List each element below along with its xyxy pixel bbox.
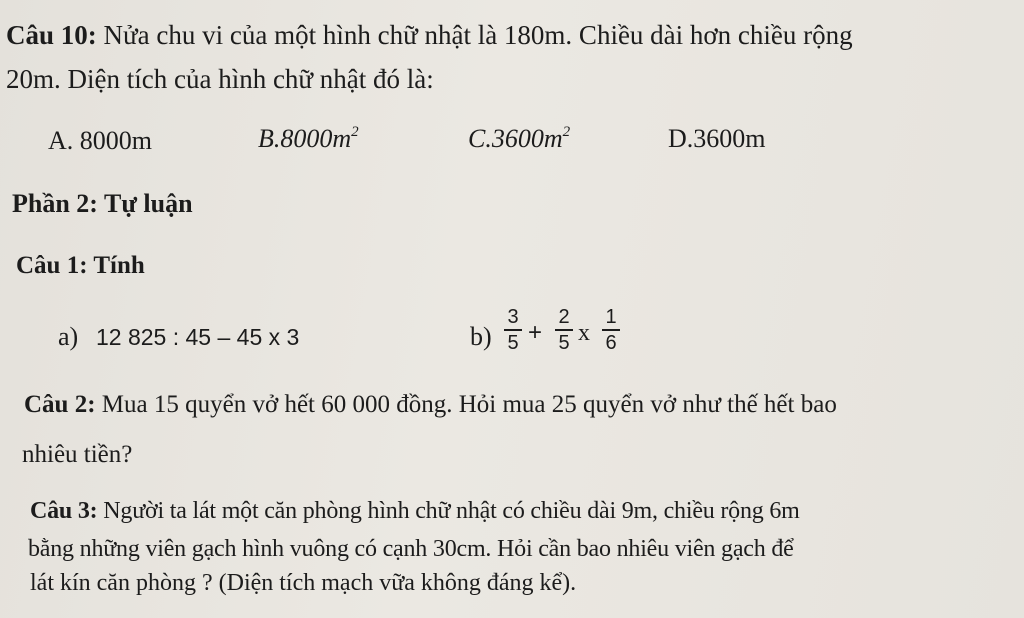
option-d: D.3600m (668, 124, 766, 153)
fraction-2-numerator: 2 (558, 306, 570, 328)
part-a-label: a) (58, 322, 79, 351)
option-a: A. 8000m (48, 126, 152, 155)
question-2-line-1 (24, 390, 837, 420)
fraction-3-numerator: 1 (605, 306, 617, 328)
option-b (258, 124, 359, 154)
part-2-title: Phần 2: Tự luận (12, 189, 193, 218)
fraction-2-bar (555, 329, 573, 331)
fraction-3 (600, 306, 622, 354)
fraction-1 (502, 306, 524, 354)
question-2-label: Câu 2: (24, 391, 96, 418)
question-3-text-1: Người ta lát một căn phòng hình chữ nhật có chiều dài 9m, chiều rộng 6m (97, 498, 800, 524)
option-b-sup: 2 (351, 124, 359, 140)
option-b-text: B.8000m (258, 124, 352, 153)
question-3-line-2: bằng những viên gạch hình vuông có cạnh 30cm. Hỏi cần bao nhiêu viên gạch để (28, 536, 794, 562)
question-10-label: Câu 10: (6, 20, 97, 50)
question-2-text-1: Mua 15 quyển vở hết 60 000 đồng. Hỏi mua 25 quyển vở như thế hết bao (95, 391, 837, 418)
fraction-1-denominator: 5 (507, 332, 519, 354)
question-1-title: Câu 1: Tính (16, 252, 145, 279)
option-c (468, 124, 570, 154)
fraction-2 (553, 306, 575, 354)
fraction-2-denominator: 5 (558, 332, 570, 354)
fraction-1-numerator: 3 (507, 306, 519, 328)
part-a-expression: 12 825 : 45 – 45 x 3 (96, 324, 300, 350)
question-3-label: Câu 3: (30, 498, 98, 524)
question-3-line-3: lát kín căn phòng ? (Diện tích mạch vữa không đáng kể). (30, 570, 577, 596)
part-b-label: b) (470, 322, 492, 351)
option-c-sup: 2 (562, 124, 571, 140)
question-10-text-1: Nửa chu vi của một hình chữ nhật là 180m. Chiều dài hơn chiều rộng (96, 20, 853, 50)
fraction-1-bar (504, 329, 522, 331)
fraction-3-bar (602, 329, 620, 331)
question-2-line-2: nhiêu tiền? (22, 441, 133, 468)
question-10-line-2: 20m. Diện tích của hình chữ nhật đó là: (6, 64, 434, 94)
question-10-line-1 (6, 20, 853, 50)
plus-operator: + (528, 319, 543, 346)
times-operator: x (578, 320, 590, 346)
fraction-3-denominator: 6 (605, 332, 617, 354)
question-3-line-1 (30, 496, 800, 526)
option-c-text: C.3600m (468, 124, 563, 153)
